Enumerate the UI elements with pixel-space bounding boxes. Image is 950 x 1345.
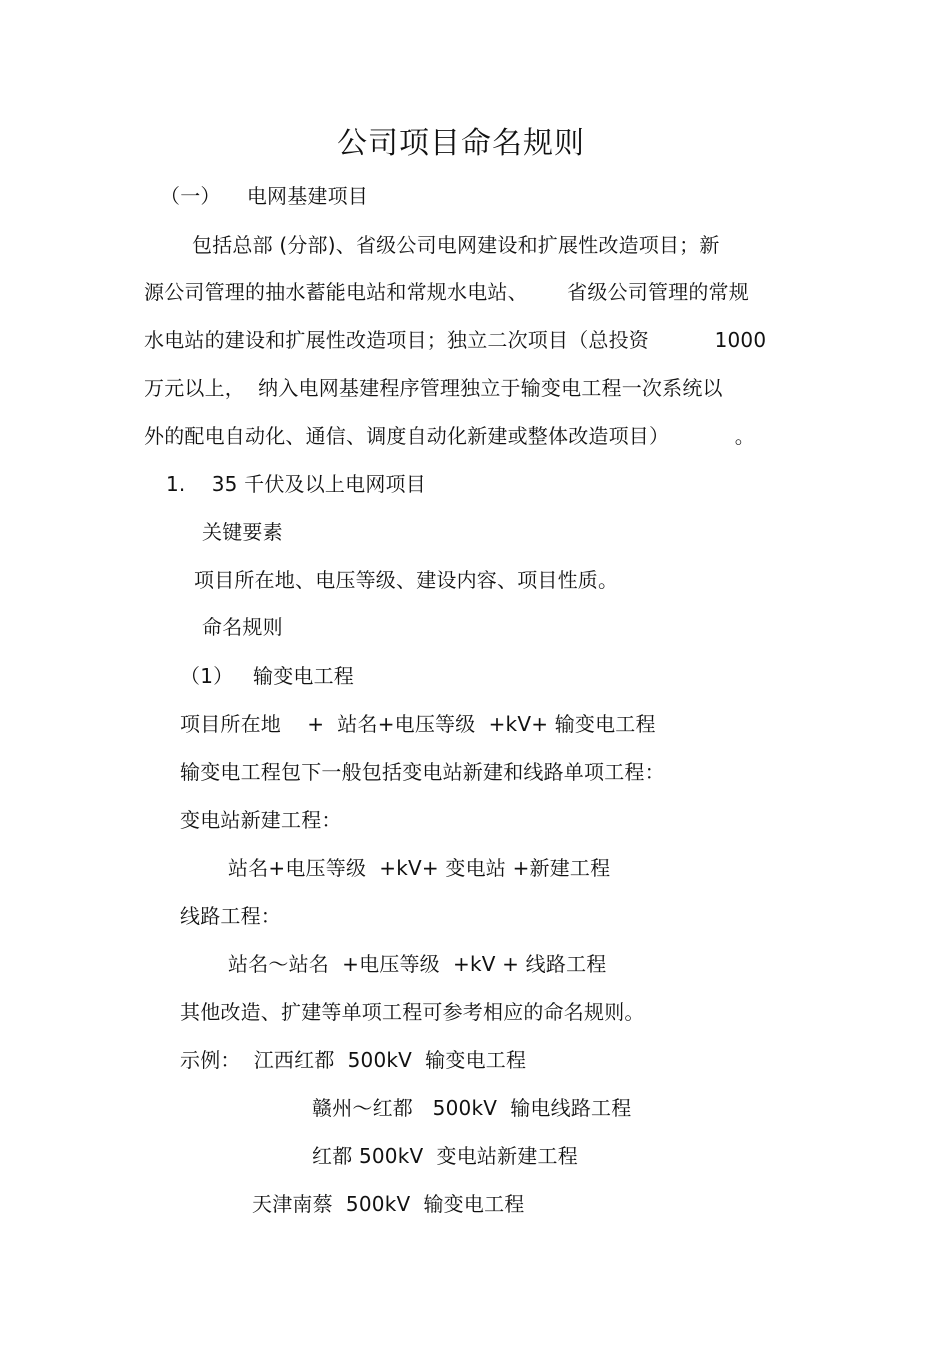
intro-paragraph-line-3: 水电站的建设和扩展性改造项目；独立二次项目（总投资 1000 [144,328,767,352]
substation-label: 变电站新建工程： [180,808,342,832]
intro-paragraph-line-1: 包括总部 (分部)、省级公司电网建设和扩展性改造项目；新 [192,233,720,257]
intro-paragraph-line-2: 源公司管理的抽水蓄能电站和常规水电站、 省级公司管理的常规 [144,280,749,304]
section-heading-grid-infrastructure: （一） 电网基建项目 [160,184,369,208]
intro-paragraph-line-5: 外的配电自动化、通信、调度自动化新建或整体改造项目） 。 [144,424,755,448]
other-projects-note: 其他改造、扩建等单项工程可参考相应的命名规则。 [180,1000,645,1024]
rule-note: 输变电工程包下一般包括变电站新建和线路单项工程： [180,760,665,784]
example-line-3: 红都 500kV 变电站新建工程 [312,1144,578,1168]
intro-paragraph-line-4: 万元以上， 纳入电网基建程序管理独立于输变电工程一次系统以 [144,376,723,400]
example-line-2: 赣州～红都 500kV 输电线路工程 [312,1096,632,1120]
rule-main-format: 项目所在地 + 站名+电压等级 +kV+ 输变电工程 [180,712,656,736]
example-line-4: 天津南蔡 500kV 输变电工程 [252,1192,525,1216]
naming-rules-label: 命名规则 [202,615,283,639]
example-line-1: 示例： 江西红都 500kV 输变电工程 [180,1048,527,1072]
line-project-rule: 站名～站名 +电压等级 +kV + 线路工程 [228,952,607,976]
item-heading-35kv-projects: 1. 35 千伏及以上电网项目 [166,472,426,496]
key-elements-label: 关键要素 [202,520,283,544]
key-elements-text: 项目所在地、电压等级、建设内容、项目性质。 [194,568,619,592]
document-title: 公司项目命名规则 [337,126,585,161]
line-project-label: 线路工程： [180,904,281,928]
subheading-transmission-project: （1） 输变电工程 [180,664,354,688]
substation-rule: 站名+电压等级 +kV+ 变电站 +新建工程 [228,856,611,880]
